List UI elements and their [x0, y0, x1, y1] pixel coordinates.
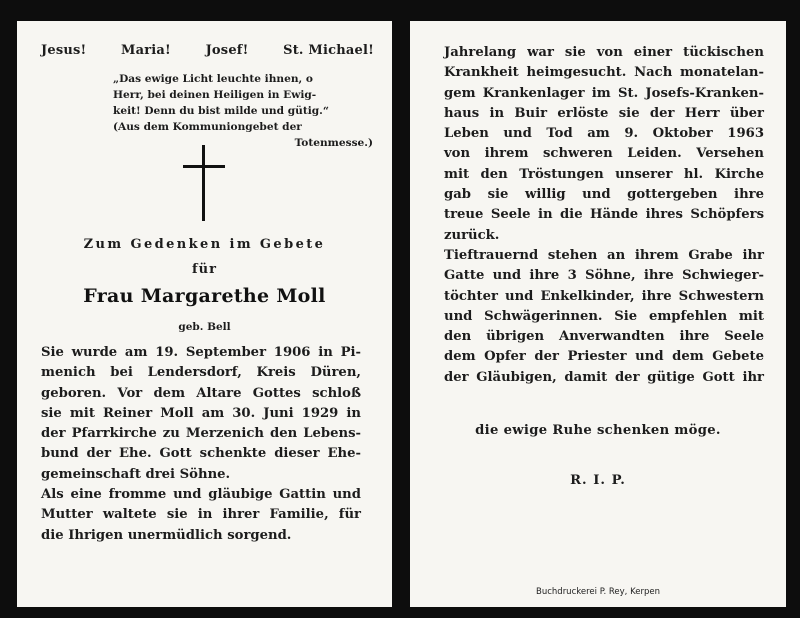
text-line: Leben und Tod am 9. Oktober 1963 [444, 126, 764, 142]
biography-text [41, 343, 361, 546]
memorial-heading: Zum Gedenken im Gebete [83, 237, 326, 252]
text-line: die Ihrigen unermüdlich sorgend. [41, 527, 292, 543]
prayer-line: keit! Denn du bist milde und gütig.“ [113, 105, 329, 117]
invocation-line [41, 43, 374, 58]
text-line: Sie wurde am 19. September 1906 in Pi- [41, 345, 361, 360]
for-word: für [192, 262, 217, 277]
right-card [410, 21, 786, 607]
text-line: gem Krankenlager im St. Josefs-Kranken- [444, 85, 764, 101]
text-line: der Gläubigen, damit der gütige Gott ihr [444, 369, 764, 385]
prayer-line: (Aus dem Kommuniongebet der [113, 121, 302, 133]
text-line: von ihrem schweren Leiden. Versehen [444, 146, 764, 162]
text-line: haus in Buir erlöste sie der Herr über [444, 105, 764, 121]
invocation-jesus: Jesus! [41, 43, 87, 58]
printer-credit: Buchdruckerei P. Rey, Kerpen [536, 587, 660, 597]
deceased-name: Frau Margarethe Moll [83, 285, 326, 307]
text-line: geboren. Vor dem Altare Gottes schloß [41, 385, 361, 401]
invocation-maria: Maria! [121, 43, 171, 58]
prayer-line: Totenmesse.) [294, 137, 373, 149]
obituary-text [444, 43, 764, 388]
maiden-name: geb. Bell [178, 321, 231, 333]
prayer-line: Herr, bei deinen Heiligen in Ewig- [113, 89, 317, 101]
invocation-michael: St. Michael! [283, 43, 374, 58]
text-line: Als eine fromme und gläubige Gattin und [41, 487, 361, 503]
text-line: gemeinschaft drei Söhne. [41, 466, 231, 482]
text-line: Tieftrauernd stehen an ihrem Grabe ihr [444, 247, 764, 263]
text-line: zurück. [444, 227, 500, 243]
invocation-josef: Josef! [205, 43, 249, 58]
text-line: mit den Tröstungen unserer hl. Kirche [444, 166, 764, 182]
text-line: den übrigen Anverwandten ihre Seele [444, 329, 764, 345]
prayer-line: „Das ewige Licht leuchte ihnen, o [113, 73, 313, 85]
text-line: Gatte und ihre 3 Söhne, ihre Schwieger- [444, 268, 764, 284]
text-line: töchter und Enkelkinder, ihre Schwestern [444, 288, 764, 304]
prayer-quote [113, 71, 373, 151]
cross-icon [183, 145, 225, 221]
text-line: Mutter waltete sie in ihrer Familie, für [41, 507, 361, 523]
closing-line: die ewige Ruhe schenken möge. [475, 423, 721, 438]
text-line: menich bei Lendersdorf, Kreis Düren, [41, 365, 361, 381]
text-line: sie mit Reiner Moll am 30. Juni 1929 in [41, 405, 361, 421]
text-line: gab sie willig und gottergeben ihre [444, 187, 764, 203]
text-line: dem Opfer der Priester und dem Gebete [444, 349, 764, 365]
text-line: Jahrelang war sie von einer tückischen [444, 45, 764, 60]
text-line: und Schwägerinnen. Sie empfehlen mit [444, 308, 764, 324]
text-line: bund der Ehe. Gott schenkte dieser Ehe- [41, 446, 361, 462]
left-card [17, 21, 392, 607]
text-line: Krankheit heimgesucht. Nach monatelan- [444, 65, 764, 81]
text-line: treue Seele in die Hände ihres Schöpfers [444, 207, 764, 223]
text-line: der Pfarrkirche zu Merzenich den Lebens- [41, 426, 361, 442]
rip-text: R. I. P. [570, 473, 626, 488]
